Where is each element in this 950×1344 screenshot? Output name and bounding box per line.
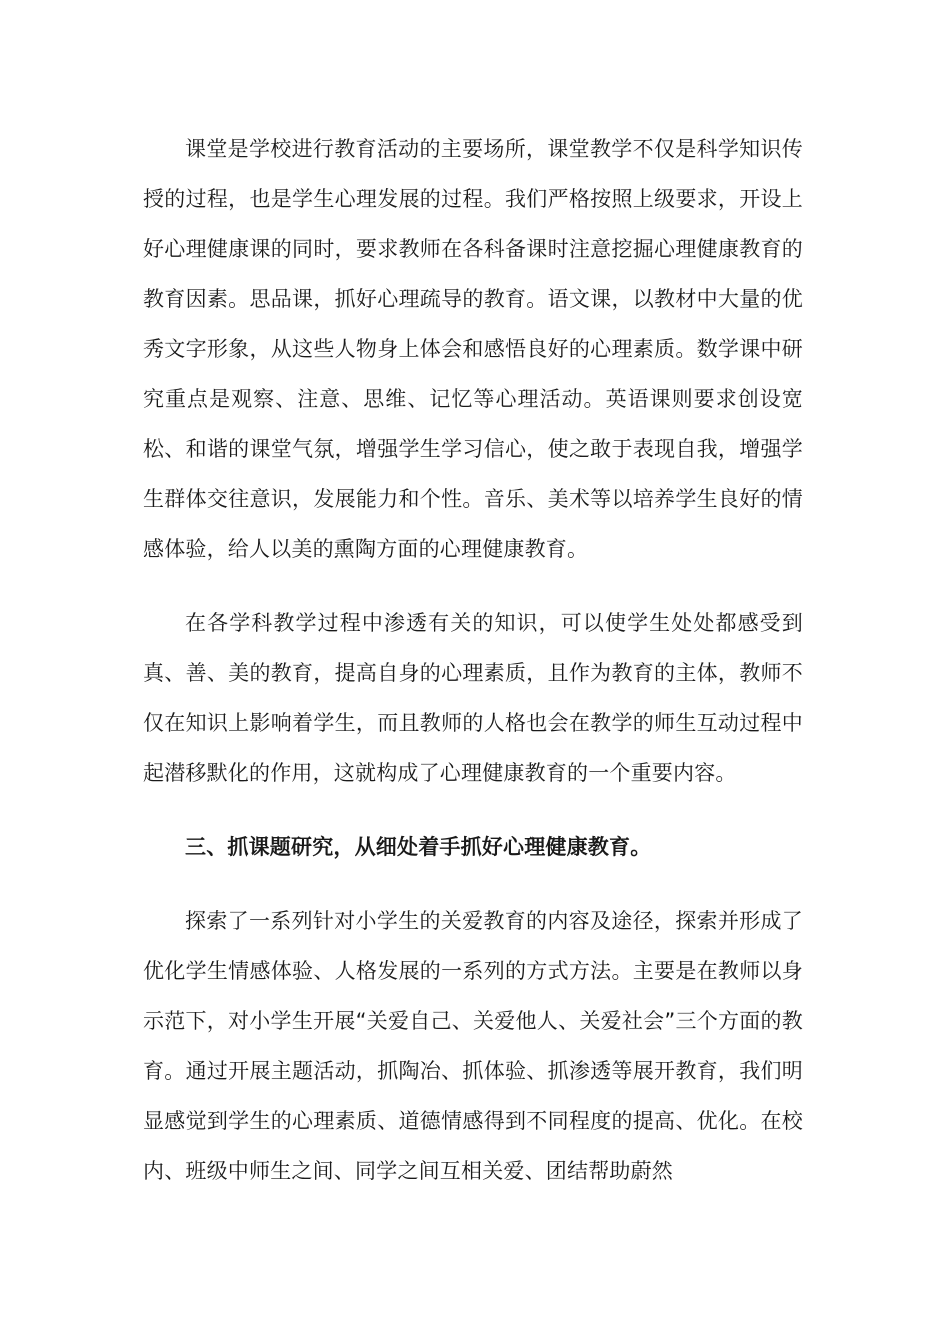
paragraph-care-education: 探索了一系列针对小学生的关爱教育的内容及途径，探索并形成了优化学生情感体验、人格发展的一系列的方式方法。主要是在教师以身示范下，对小学生开展“关爱自己、关爱他人、关爱社会”三个方面的教育。通过开展主题活动，抓陶冶、抓体验、抓渗透等展开教育，我们明显感觉到学生的心理素质、道德情感得到不同程度的提高、优化。在校内、班级中师生之间、同学之间互相关爱、团结帮助蔚然 xyxy=(143,909,803,1183)
paragraph-subject-infiltration: 在各学科教学过程中渗透有关的知识，可以使学生处处都感受到真、善、美的教育，提高自身的心理素质，且作为教育的主体，教师不仅在知识上影响着学生，而且教师的人格也会在教学的师生互动过程中起潜移默化的作用，这就构成了心理健康教育的一个重要内容。 xyxy=(143,611,803,785)
document-body xyxy=(143,124,803,1220)
paragraph-classroom-teaching: 课堂是学校进行教育活动的主要场所，课堂教学不仅是科学知识传授的过程，也是学生心理发展的过程。我们严格按照上级要求，开设上好心理健康课的同时，要求教师在各科备课时注意挖掘心理健康教育的教育因素。思品课，抓好心理疏导的教育。语文课，以教材中大量的优秀文字形象，从这些人物身上体会和感悟良好的心理素质。数学课中研究重点是观察、注意、思维、记忆等心理活动。英语课则要求创设宽松、和谐的课堂气氛，增强学生学习信心，使之敢于表现自我，增强学生群体交往意识，发展能力和个性。音乐、美术等以培养学生良好的情感体验，给人以美的熏陶方面的心理健康教育。 xyxy=(143,137,803,561)
section-heading-research: 三、抓课题研究，从细处着手抓好心理健康教育。 xyxy=(185,835,652,859)
